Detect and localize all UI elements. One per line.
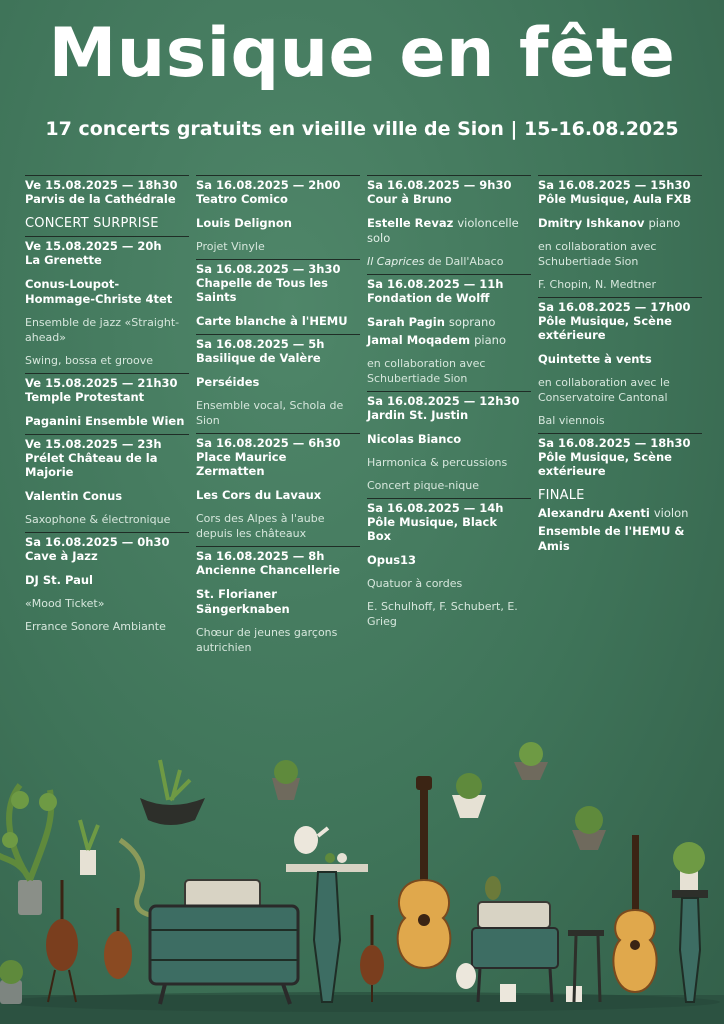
concert-header bbox=[25, 532, 189, 563]
performer-name bbox=[367, 432, 531, 447]
concert-header bbox=[538, 175, 702, 206]
concert-venue: Pôle Musique, Black bbox=[367, 515, 498, 529]
concert-header bbox=[538, 433, 702, 478]
performer-name bbox=[196, 216, 360, 231]
concert-header bbox=[25, 373, 189, 404]
performer-name bbox=[196, 587, 360, 617]
concert-date: Ve 15.08.2025 — 20h bbox=[25, 239, 162, 253]
performer-label: Les Cors du Lavaux bbox=[196, 488, 322, 502]
concert-header bbox=[538, 297, 702, 342]
concert-date: Sa 16.08.2025 — 0h30 bbox=[25, 535, 170, 549]
concert-description: Errance Sonore Ambiante bbox=[25, 620, 166, 633]
performer-label: Dmitry Ishkanov bbox=[538, 216, 645, 230]
program-column-2 bbox=[196, 175, 360, 660]
concert-date: Sa 16.08.2025 — 9h30 bbox=[367, 178, 512, 192]
performer-label: Ensemble de l'HEMU & Amis bbox=[538, 524, 685, 553]
concert-venue: extérieure bbox=[538, 328, 606, 342]
concert-venue: Pôle Musique, Scène bbox=[538, 450, 672, 464]
performer-name bbox=[367, 333, 531, 348]
concert-date: Sa 16.08.2025 — 18h30 bbox=[538, 436, 691, 450]
performer-label: Conus-Loupot-Hommage-Christe 4tet bbox=[25, 277, 173, 306]
program-work bbox=[367, 254, 531, 269]
performer-name bbox=[25, 489, 189, 504]
concert-venue: La Grenette bbox=[25, 253, 102, 267]
concert-header bbox=[367, 175, 531, 206]
concert-date: Sa 16.08.2025 — 11h bbox=[367, 277, 504, 291]
concert-entry bbox=[196, 259, 360, 329]
concert-date: Sa 16.08.2025 — 6h30 bbox=[196, 436, 341, 450]
performer-name bbox=[196, 375, 360, 390]
concert-date: Sa 16.08.2025 — 14h bbox=[367, 501, 504, 515]
performer-label: Sarah Pagin bbox=[367, 315, 445, 329]
concert-venue: Place Maurice bbox=[196, 450, 287, 464]
concert-header bbox=[196, 546, 360, 577]
concert-venue: Jardin St. Justin bbox=[367, 408, 469, 422]
performer-label: CONCERT SURPRISE bbox=[25, 216, 159, 231]
concert-description: «Mood Ticket» bbox=[25, 597, 105, 610]
concert-entry bbox=[25, 532, 189, 634]
concert-venue: Zermatten bbox=[196, 464, 265, 478]
concert-header bbox=[196, 175, 360, 206]
plant-icon bbox=[572, 806, 606, 850]
concert-date: Sa 16.08.2025 — 5h bbox=[196, 337, 325, 351]
concert-entry bbox=[196, 433, 360, 541]
concert-description: Ensemble vocal, Schola de Sion bbox=[196, 399, 344, 427]
performer-role: soprano bbox=[448, 315, 496, 329]
performer-role: violoncelle solo bbox=[367, 216, 519, 245]
performer-label: DJ St. Paul bbox=[25, 573, 93, 587]
concert-entry bbox=[367, 498, 531, 629]
performer-name bbox=[538, 488, 702, 503]
concert-venue: Basilique de Valère bbox=[196, 351, 321, 365]
vase-icon bbox=[485, 876, 501, 900]
pedestal-icon bbox=[568, 930, 604, 1002]
performer-name bbox=[25, 414, 189, 429]
concert-header bbox=[367, 274, 531, 305]
concert-description: en collaboration avec le Conservatoire Cantonal bbox=[538, 376, 670, 404]
concert-header bbox=[25, 434, 189, 479]
concert-header bbox=[196, 259, 360, 304]
plant-icon bbox=[673, 842, 705, 890]
concert-entry bbox=[367, 274, 531, 386]
performer-label: FINALE bbox=[538, 488, 585, 503]
concert-date: Sa 16.08.2025 — 8h bbox=[196, 549, 325, 563]
performer-label: St. Florianer Sängerknaben bbox=[196, 587, 290, 616]
concert-date: Sa 16.08.2025 — 3h30 bbox=[196, 262, 341, 276]
concert-description: Bal viennois bbox=[538, 414, 605, 427]
concert-header bbox=[367, 391, 531, 422]
performer-name bbox=[538, 352, 702, 367]
performer-name bbox=[196, 488, 360, 503]
concert-date: Ve 15.08.2025 — 21h30 bbox=[25, 376, 178, 390]
concert-venue: Temple Protestant bbox=[25, 390, 145, 404]
concert-venue: Pôle Musique, Scène bbox=[538, 314, 672, 328]
plant-icon bbox=[0, 960, 23, 1004]
concert-description: F. Chopin, N. Medtner bbox=[538, 278, 656, 291]
performer-role: violon bbox=[653, 506, 689, 520]
concert-date: Ve 15.08.2025 — 18h30 bbox=[25, 178, 178, 192]
concert-entry bbox=[25, 236, 189, 368]
concert-entry bbox=[196, 546, 360, 655]
performer-name bbox=[25, 277, 189, 307]
concert-header bbox=[196, 433, 360, 478]
concert-description: Projet Vinyle bbox=[196, 240, 265, 253]
work-title: Il Caprices bbox=[367, 255, 425, 268]
concert-venue: Parvis de la Cathédrale bbox=[25, 192, 176, 206]
violin-icon bbox=[104, 908, 132, 979]
concert-venue: Ancienne Chancellerie bbox=[196, 563, 341, 577]
poster-title: Musique en fête bbox=[48, 14, 676, 93]
performer-label: Louis Delignon bbox=[196, 216, 292, 230]
performer-label: Paganini Ensemble Wien bbox=[25, 414, 185, 428]
concert-venue: Majorie bbox=[25, 465, 74, 479]
concert-header bbox=[25, 175, 189, 206]
performer-label: Estelle Revaz bbox=[367, 216, 454, 230]
performer-name bbox=[25, 573, 189, 588]
concert-date: Sa 16.08.2025 — 15h30 bbox=[538, 178, 691, 192]
concert-description: Cors des Alpes à l'aube depuis les châteaux bbox=[196, 512, 325, 540]
concert-header bbox=[196, 334, 360, 365]
performer-name bbox=[367, 315, 531, 330]
concert-description: Quatuor à cordes bbox=[367, 577, 463, 590]
instruments-illustration bbox=[0, 740, 724, 1024]
concert-entry bbox=[25, 373, 189, 429]
plant-icon bbox=[0, 785, 57, 915]
poster-subtitle: 17 concerts gratuits en vieille ville de Sion | 15-16.08.2025 bbox=[45, 118, 679, 140]
concert-description: E. Schulhoff, F. Schubert, E. Grieg bbox=[367, 600, 518, 628]
plant-icon bbox=[80, 820, 98, 875]
concert-entry bbox=[196, 334, 360, 428]
program-column-3 bbox=[367, 175, 531, 634]
plant-icon bbox=[452, 773, 486, 818]
concert-entry bbox=[538, 175, 702, 292]
performer-name bbox=[538, 506, 702, 521]
concert-date: Ve 15.08.2025 — 23h bbox=[25, 437, 162, 451]
program-column-4 bbox=[538, 175, 702, 559]
performer-label: Carte blanche à l'HEMU bbox=[196, 314, 348, 328]
performer-label: Opus13 bbox=[367, 553, 417, 567]
performer-label: Valentin Conus bbox=[25, 489, 123, 503]
performer-role: piano bbox=[474, 333, 506, 347]
teapot-icon bbox=[294, 826, 328, 854]
concert-header bbox=[367, 498, 531, 543]
concert-entry bbox=[367, 391, 531, 493]
concert-date: Sa 16.08.2025 — 2h00 bbox=[196, 178, 341, 192]
plant-icon bbox=[514, 742, 548, 780]
cello-icon bbox=[46, 880, 78, 1002]
program-column-1 bbox=[25, 175, 189, 639]
performer-role: piano bbox=[648, 216, 681, 230]
concert-entry bbox=[196, 175, 360, 254]
concert-description: Ensemble de jazz «Straight-ahead» bbox=[25, 316, 180, 344]
concert-venue: Fondation de Wolff bbox=[367, 291, 490, 305]
concert-description: Chœur de jeunes garçons autrichien bbox=[196, 626, 338, 654]
concert-date: Sa 16.08.2025 — 17h00 bbox=[538, 300, 691, 314]
performer-name bbox=[367, 553, 531, 568]
concert-entry bbox=[367, 175, 531, 269]
concert-entry bbox=[538, 433, 702, 554]
drum-icon bbox=[150, 880, 298, 1004]
concert-description: Saxophone & électronique bbox=[25, 513, 171, 526]
concert-venue: Cave à Jazz bbox=[25, 549, 98, 563]
performer-label: Jamal Moqadem bbox=[367, 333, 471, 347]
performer-name bbox=[25, 216, 189, 231]
concert-description: Swing, bossa et groove bbox=[25, 354, 153, 367]
performer-name bbox=[367, 216, 531, 246]
plant-icon bbox=[272, 760, 300, 800]
concert-venue: Chapelle de Tous les bbox=[196, 276, 328, 290]
concert-venue: Pôle Musique, Aula FXB bbox=[538, 192, 692, 206]
work-composer: de Dall'Abaco bbox=[427, 255, 504, 268]
concert-entry bbox=[538, 297, 702, 428]
plant-icon bbox=[140, 760, 205, 825]
concert-entry bbox=[25, 175, 189, 231]
performer-label: Alexandru Axenti bbox=[538, 506, 650, 520]
concert-venue: Box bbox=[367, 529, 392, 543]
concert-entry bbox=[25, 434, 189, 527]
concert-description: Harmonica & percussions bbox=[367, 456, 508, 469]
concert-date: Sa 16.08.2025 — 12h30 bbox=[367, 394, 520, 408]
concert-venue: extérieure bbox=[538, 464, 606, 478]
concert-venue: Cour à Bruno bbox=[367, 192, 452, 206]
concert-venue: Saints bbox=[196, 290, 237, 304]
performer-label: Perséides bbox=[196, 375, 260, 389]
performer-name bbox=[538, 216, 702, 231]
performer-name bbox=[538, 524, 702, 554]
performer-label: Nicolas Bianco bbox=[367, 432, 462, 446]
concert-venue: Teatro Comico bbox=[196, 192, 288, 206]
concert-venue: Prélet Château de la bbox=[25, 451, 158, 465]
concert-description: en collaboration avec Schubertiade Sion bbox=[538, 240, 657, 268]
guitar-icon bbox=[398, 776, 451, 968]
violin-icon bbox=[360, 915, 384, 1002]
concert-description: en collaboration avec Schubertiade Sion bbox=[367, 357, 486, 385]
performer-label: Quintette à vents bbox=[538, 352, 652, 366]
concert-header bbox=[25, 236, 189, 267]
concert-description: Concert pique-nique bbox=[367, 479, 480, 492]
performer-name bbox=[196, 314, 360, 329]
guitar-icon bbox=[613, 835, 656, 992]
pedestal-icon bbox=[672, 890, 708, 1002]
